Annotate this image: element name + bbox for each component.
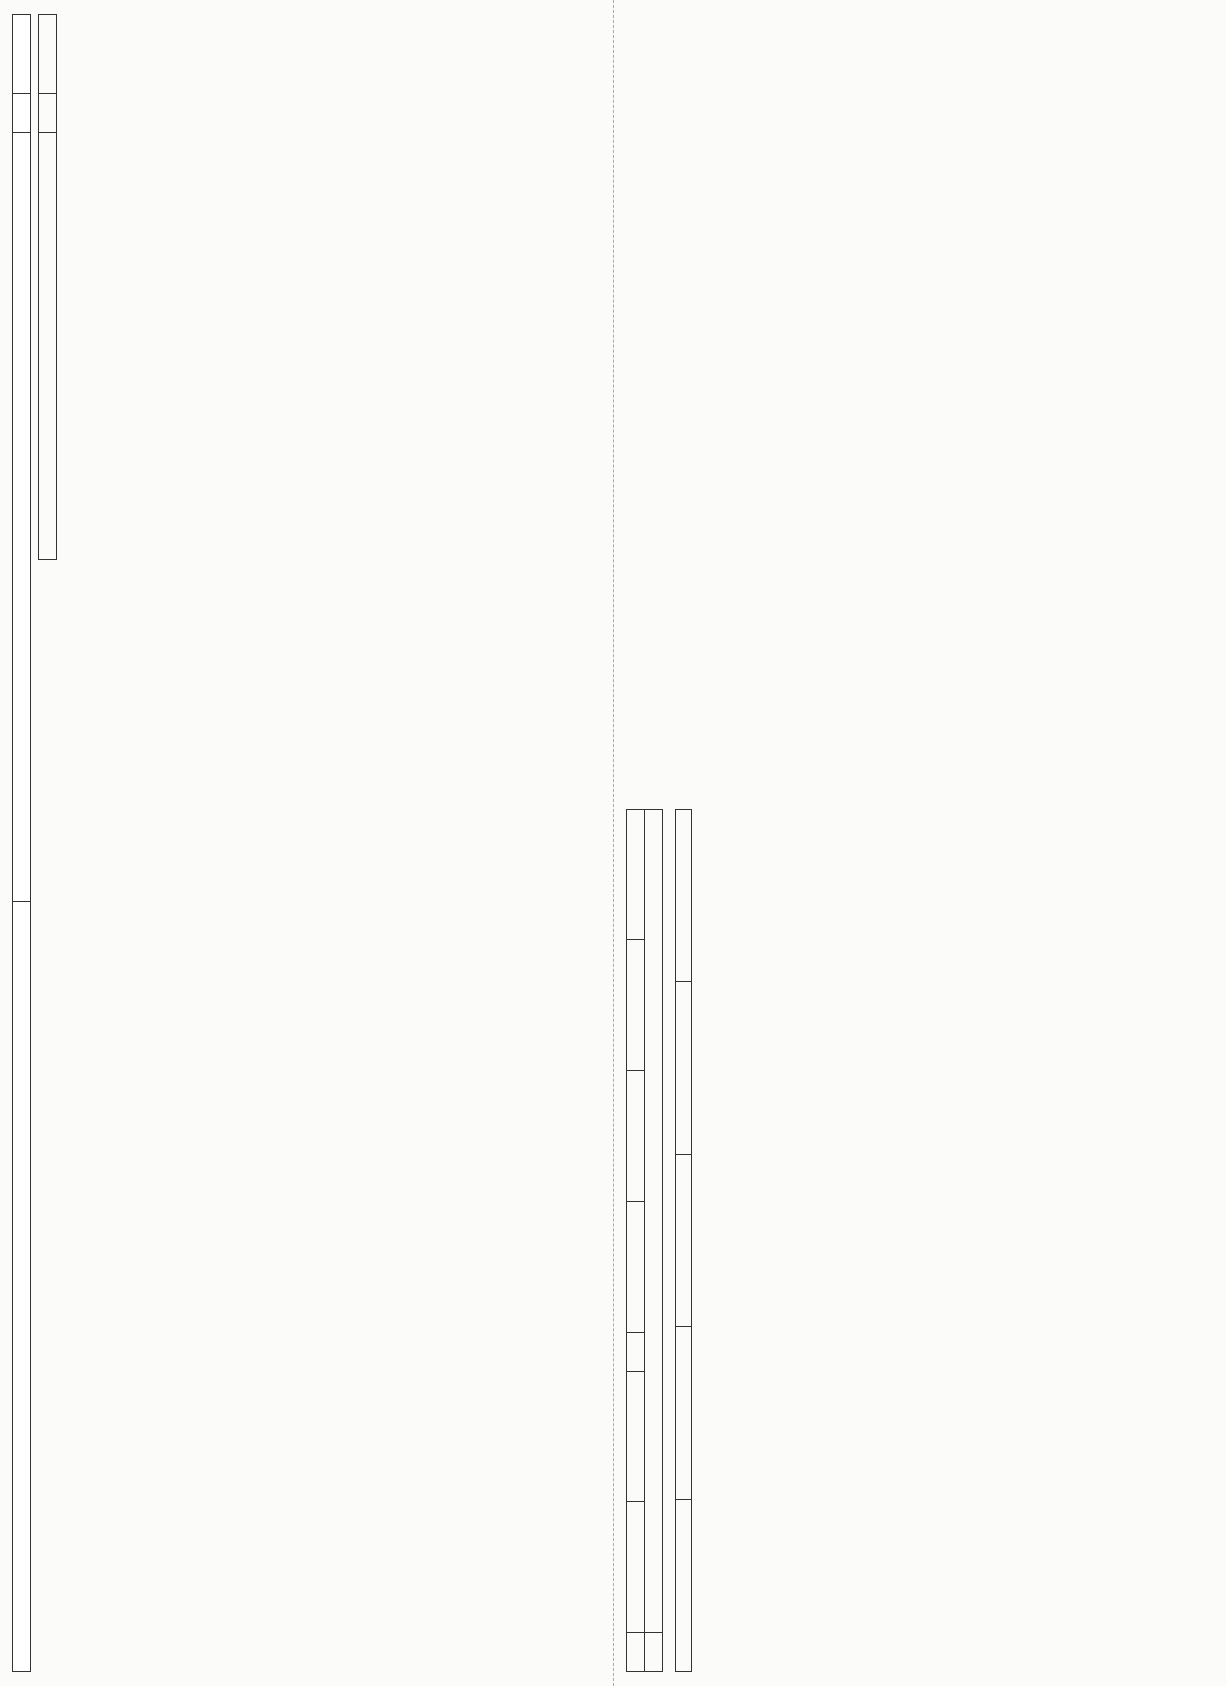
rent-value: [627, 1371, 645, 1502]
right-page: [613, 0, 1226, 1686]
agriculture-total-blank3: [675, 809, 691, 981]
housing-rent-code: [645, 1633, 663, 1672]
real-estate-table: [626, 809, 663, 1672]
agriculture-total-blank: [675, 1499, 691, 1671]
agriculture-total-blank2: [675, 1154, 691, 1326]
agriculture-total-value: [675, 982, 691, 1154]
total-revenue-amount: [39, 15, 57, 94]
total-revenue-code: [39, 94, 57, 133]
amount-header: [13, 15, 31, 94]
total-revenue-label: [39, 133, 57, 560]
rent-label: [627, 1502, 645, 1633]
agriculture-table: [675, 809, 692, 1672]
mid-header: [13, 133, 31, 903]
rent-code: [627, 1633, 645, 1672]
right-page-content: [614, 0, 1226, 1686]
total-revenue-table: [38, 14, 57, 560]
own-use-value: [627, 1071, 645, 1202]
real-estate-total-label: [627, 940, 645, 1071]
label-header: [13, 902, 31, 1672]
agriculture-total-label: [675, 1327, 691, 1499]
code-header: [13, 94, 31, 133]
own-use-label: [627, 1201, 645, 1332]
own-use-code: [627, 1332, 645, 1371]
real-estate-total: [627, 809, 645, 940]
housing-rent-label: [645, 809, 663, 1632]
top-amounts-table: [12, 14, 31, 1672]
